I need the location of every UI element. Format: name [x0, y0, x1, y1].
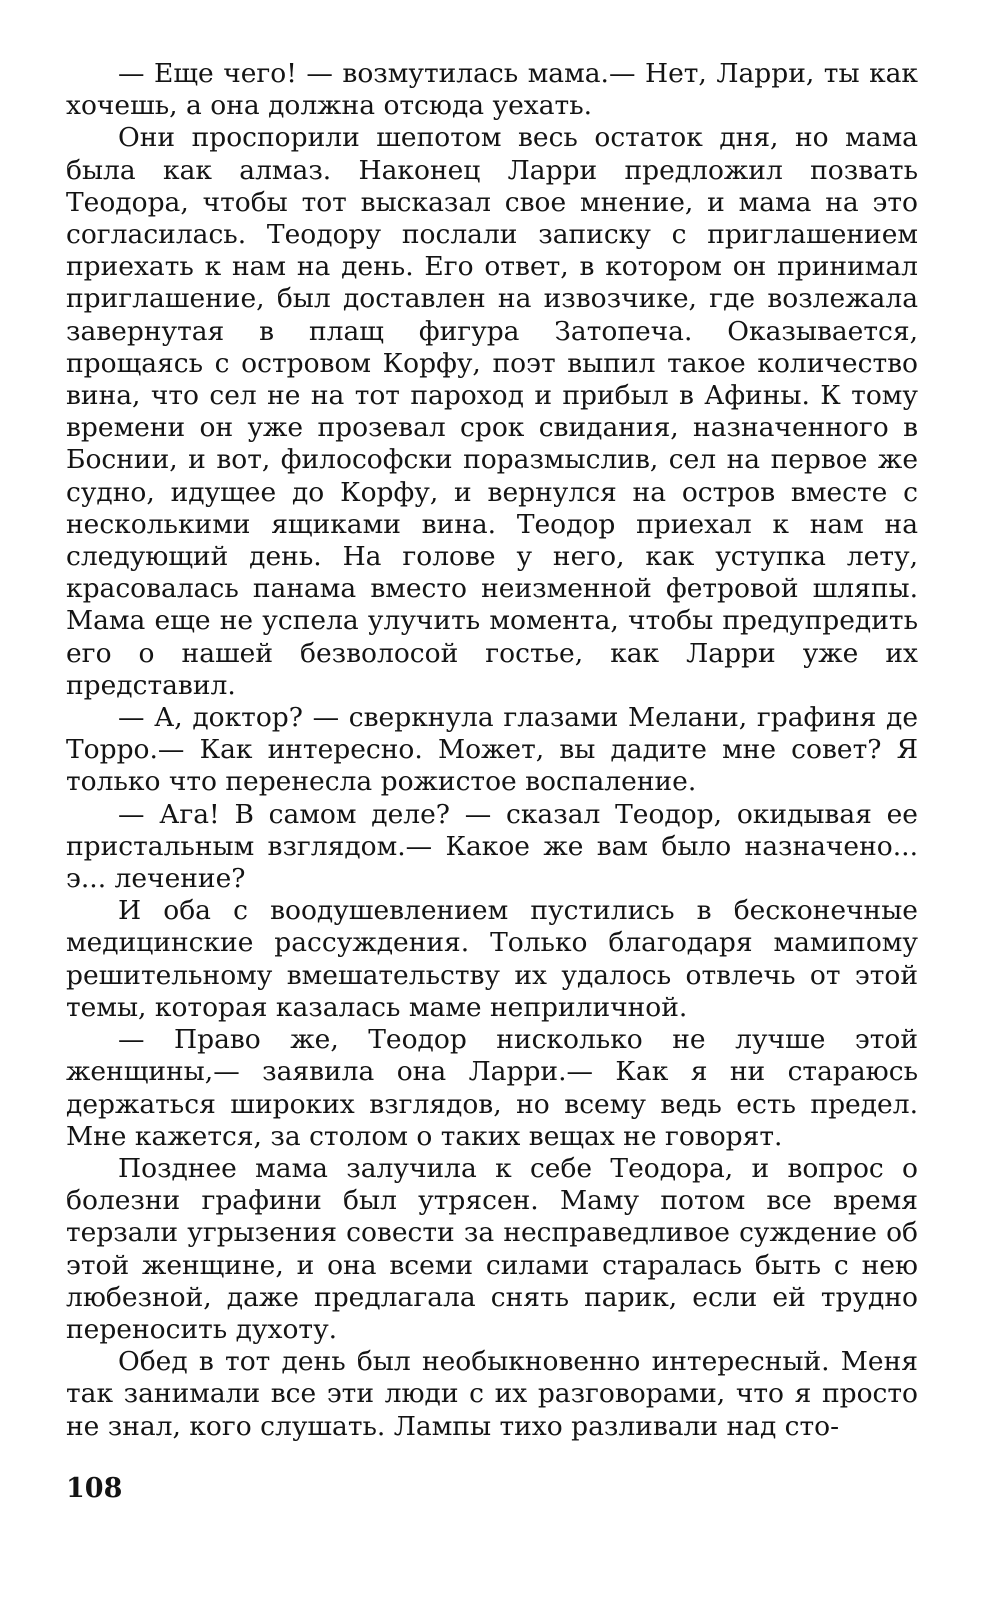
paragraph-8: Обед в тот день был необыкновенно интересный. Меня так занимали все эти люди с их разговорами, что я просто не знал, кого слушать. Лампы тихо разливали над сто- [66, 1346, 918, 1442]
page-number: 108 [66, 1473, 123, 1504]
paragraph-4: — Ага! В самом деле? — сказал Теодор, окидывая ее пристальным взглядом.— Какое же вам было назначено... э... лечение? [66, 798, 918, 895]
paragraph-6: — Право же, Теодор нисколько не лучше этой женщины,— заявила она Ларри.— Как я ни стараюсь держаться широких взглядов, но всему ведь есть предел. Мне кажется, за столом о таких вещах не говорят. [66, 1024, 918, 1152]
paragraph-1: — Еще чего! — возмутилась мама.— Нет, Ларри, ты как хочешь, а она должна отсюда уехать. [66, 58, 918, 122]
paragraph-3: — А, доктор? — сверкнула глазами Мелани, графиня де Торро.— Как интересно. Может, вы дадите мне совет? Я только что перенесла рожистое воспаление. [66, 702, 918, 798]
page-body [66, 58, 918, 1443]
paragraph-2: Они проспорили шепотом весь остаток дня, но мама была как алмаз. Наконец Ларри предложил позвать Теодора, чтобы тот высказал свое мнение, и мама на это согласилась. Теодору послали записку с приглашением приехать к нам на день. Его ответ, в котором он принимал приглашение, был доставлен на извозчике, где возлежала завернутая в плащ фигура Затопеча. Оказывается, прощаясь с островом Корфу, поэт выпил такое количество вина, что сел не на тот пароход и прибыл в Афины. К тому времени он уже прозевал срок свидания, назначенного в Боснии, и вот, философски поразмыслив, сел на первое же судно, идущее до Корфу, и вернулся на остров вместе с несколькими ящиками вина. Теодор приехал к нам на следующий день. На голове у него, как уступка лету, красовалась панама вместо неизменной фетровой шляпы. Мама еще не успела улучить момента, чтобы предупредить его о нашей безволосой гостье, как Ларри уже их представил. [66, 122, 918, 701]
paragraph-7: Позднее мама залучила к себе Теодора, и вопрос о болезни графини был утрясен. Маму потом все время терзали угрызения совести за несправедливое суждение об этой женщине, и она всеми силами старалась быть с нею любезной, даже предлагала снять парик, если ей трудно переносить духоту. [66, 1152, 918, 1345]
paragraph-5: И оба с воодушевлением пустились в бесконечные медицинские рассуждения. Только благодаря мамипому решительному вмешательству их удалось отвлечь от этой темы, которая казалась маме неприличной. [66, 895, 918, 1023]
